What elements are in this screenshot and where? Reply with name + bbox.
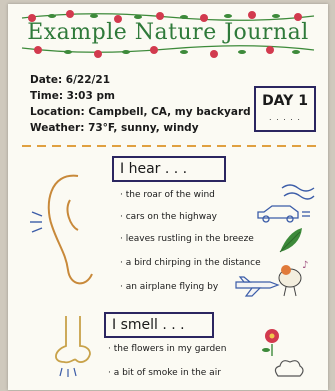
ear-icon [49,176,92,284]
hear-heading-box [112,156,226,182]
smell-item: · the flowers in my garden [108,344,227,354]
smell-heading-box [104,312,214,338]
weather-text: Weather: 73°F, sunny, windy [30,122,199,134]
bird-icon [279,260,308,296]
hear-item: · cars on the highway [120,212,217,222]
hear-item: · leaves rustling in the breeze [120,234,254,244]
smell-heading: I smell . . . [112,317,185,333]
journal-title: Example Nature Journal [27,20,309,45]
car-icon [258,206,310,222]
time-text: Time: 3:03 pm [30,90,115,102]
hear-item: · an airplane flying by [120,282,219,292]
svg-text:♪: ♪ [302,260,309,271]
hear-heading: I hear . . . [120,161,188,177]
sound-lines-icon [30,212,42,232]
day-dots: . . . . . [269,113,301,122]
journal-page [8,4,328,390]
smell-item: · a bit of smoke in the air [108,368,221,378]
hear-item: · the roar of the wind [120,190,215,200]
wind-icon [282,185,314,199]
nose-icon [56,316,90,362]
airplane-icon [236,277,278,296]
flower-icon [262,329,279,356]
smell-lines-icon [60,368,76,377]
location-text: Location: Campbell, CA, my backyard [30,106,251,118]
day-box [254,86,316,132]
day-label: DAY 1 [262,93,308,109]
hear-item: · a bird chirping in the distance [120,258,261,268]
smoke-icon [275,361,303,376]
leaf-icon [280,228,302,252]
date-text: Date: 6/22/21 [30,74,110,86]
